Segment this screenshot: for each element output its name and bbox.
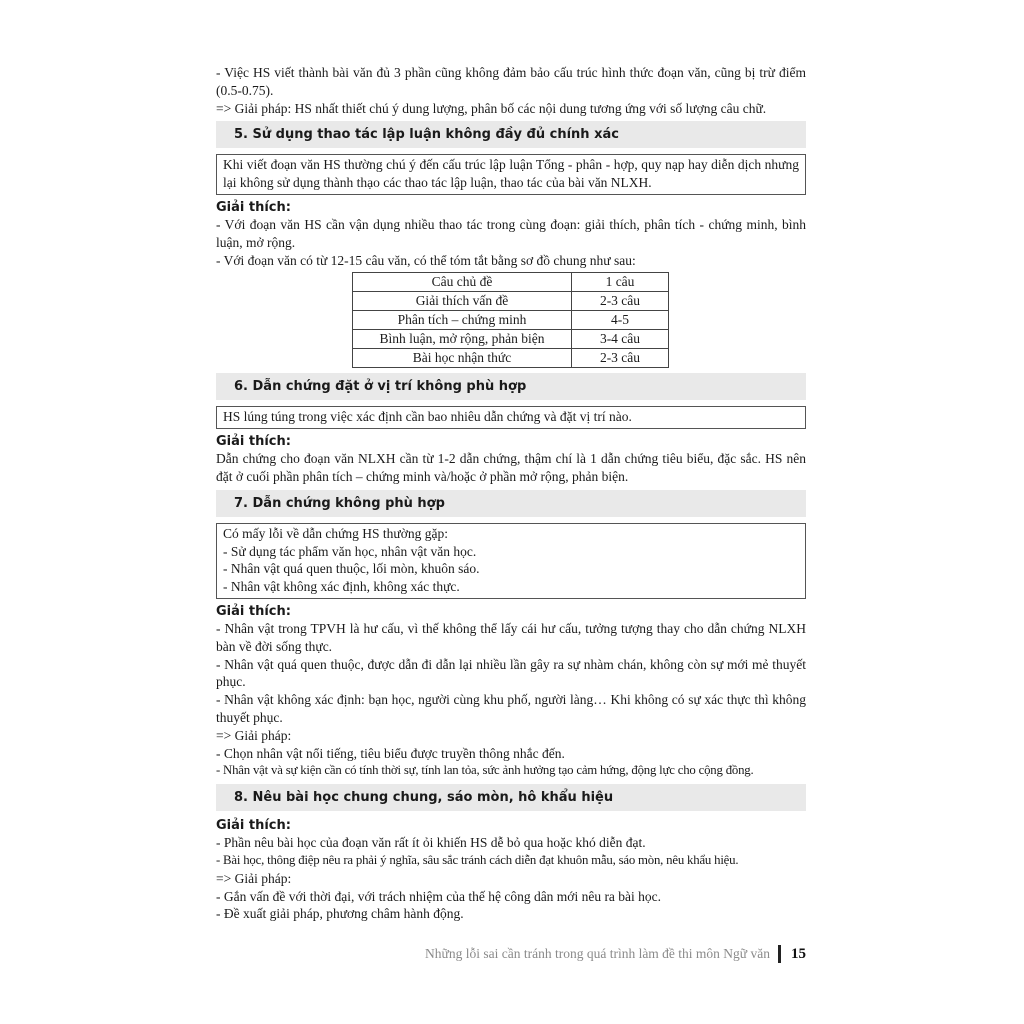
- section-7-box-line-2: - Sử dụng tác phẩm văn học, nhân vật văn học.: [223, 543, 477, 559]
- table-row: [353, 292, 669, 311]
- intro-line-1: - Việc HS viết thành bài văn đủ 3 phần cũng không đảm bảo cấu trúc hình thức đoạn văn, cũng bị trừ điểm (0.5-0.75).: [216, 65, 806, 98]
- footer-title: Những lỗi sai cần tránh trong quá trình làm đề thi môn Ngữ văn: [425, 946, 770, 961]
- table-cell: Bài học nhận thức: [353, 349, 572, 368]
- section-8-line-4: - Gắn vấn đề với thời đại, với trách nhiệm của thế hệ công dân mới nêu ra bài học.: [216, 888, 662, 904]
- section-5-box: [216, 154, 806, 195]
- section-7-box-line-3: - Nhân vật quá quen thuộc, lối mòn, khuôn sáo.: [223, 561, 480, 577]
- section-5-line-1: - Với đoạn văn HS cần vận dụng nhiều thao tác trong cùng đoạn: giải thích, phân tích - chứng minh, bình luận, mở rộng.: [216, 216, 806, 250]
- section-8-line-1: - Phần nêu bài học của đoạn văn rất ít ỏi khiến HS dễ bỏ qua hoặc khó diễn đạt.: [216, 835, 646, 851]
- section-5-box-text: Khi viết đoạn văn HS thường chú ý đến cấu trúc lập luận Tổng - phân - hợp, quy nạp hay diễn dịch nhưng lại không sử dụng thành thạo các thao tác lập luận, thao tác của bài văn NLXH.: [223, 157, 799, 191]
- section-7-label: Giải thích:: [216, 603, 291, 619]
- table-row: [353, 273, 669, 292]
- section-8-heading: 8. Nêu bài học chung chung, sáo mòn, hô khẩu hiệu: [216, 784, 806, 811]
- table-cell: Bình luận, mở rộng, phản biện: [353, 330, 572, 349]
- table-row: [353, 311, 669, 330]
- section-7-box-line-1: Có mấy lỗi về dẫn chứng HS thường gặp:: [223, 525, 448, 541]
- table-cell: 2-3 câu: [572, 292, 669, 311]
- section-7-line-6: - Nhân vật và sự kiện cần có tính thời sự, tính lan tỏa, sức ảnh hưởng tạo cảm hứng, động lực cho cộng đồng.: [216, 763, 754, 778]
- section-6-heading: 6. Dẫn chứng đặt ở vị trí không phù hợp: [216, 373, 806, 400]
- table-cell: Giải thích vấn đề: [353, 292, 572, 311]
- page-content: [216, 64, 806, 923]
- section-7-box-line-4: - Nhân vật không xác định, không xác thực.: [223, 579, 460, 595]
- page-footer: [380, 944, 806, 964]
- section-6-box: [216, 406, 806, 429]
- table-cell: 4-5: [572, 311, 669, 330]
- section-7-line-3: - Nhân vật không xác định: bạn học, người cùng khu phố, người làng… Khi không có sự xác thực thì không thuyết phục.: [216, 692, 806, 725]
- table-cell: 1 câu: [572, 273, 669, 292]
- section-8-line-3: => Giải pháp:: [216, 870, 292, 886]
- footer-divider: [778, 945, 781, 963]
- table-cell: 2-3 câu: [572, 349, 669, 368]
- section-7-heading: 7. Dẫn chứng không phù hợp: [216, 490, 806, 517]
- table-row: [353, 349, 669, 368]
- table-cell: Câu chủ đề: [353, 273, 572, 292]
- summary-table: [352, 272, 669, 368]
- section-8-line-2: - Bài học, thông điệp nêu ra phải ý nghĩa, sâu sắc tránh cách diễn đạt khuôn mẫu, sáo mòn, nêu khẩu hiệu.: [216, 852, 739, 867]
- section-6-label: Giải thích:: [216, 434, 291, 450]
- section-5-label: Giải thích:: [216, 199, 291, 215]
- page-number: 15: [791, 945, 806, 962]
- section-8-line-5: - Đề xuất giải pháp, phương châm hành động.: [216, 906, 464, 922]
- table-row: [353, 330, 669, 349]
- table-cell: 3-4 câu: [572, 330, 669, 349]
- section-5-line-2: - Với đoạn văn có từ 12-15 câu văn, có thể tóm tắt bằng sơ đồ chung như sau:: [216, 252, 636, 268]
- section-6-text: Dẫn chứng cho đoạn văn NLXH cần từ 1-2 dẫn chứng, thậm chí là 1 dẫn chứng tiêu biểu, đặc sắc. HS nên đặt ở cuối phần phân tích – chứng minh và/hoặc ở phần mở rộng, phản biện.: [216, 451, 806, 484]
- section-6-box-text: HS lúng túng trong việc xác định cần bao nhiêu dẫn chứng và đặt vị trí nào.: [223, 409, 632, 425]
- intro-line-2: => Giải pháp: HS nhất thiết chú ý dung lượng, phân bố các nội dung tương ứng với số lượng câu chữ.: [216, 100, 767, 116]
- section-7-line-2: - Nhân vật quá quen thuộc, được dẫn đi dẫn lại nhiều lần gây ra sự nhàm chán, không còn sự mới mẻ thuyết phục.: [216, 656, 806, 690]
- section-7-line-4: => Giải pháp:: [216, 727, 292, 743]
- table-cell: Phân tích – chứng minh: [353, 311, 572, 330]
- section-7-box: [216, 523, 806, 599]
- section-7-line-5: - Chọn nhân vật nổi tiếng, tiêu biểu được truyền thông nhắc đến.: [216, 745, 565, 761]
- section-7-line-1: - Nhân vật trong TPVH là hư cấu, vì thế không thể lấy cái hư cấu, tưởng tượng thay cho dẫn chứng NLXH bàn về đời sống thực.: [216, 620, 806, 654]
- section-5-heading: 5. Sử dụng thao tác lập luận không đầy đủ chính xác: [216, 121, 806, 148]
- section-8-label: Giải thích:: [216, 818, 291, 834]
